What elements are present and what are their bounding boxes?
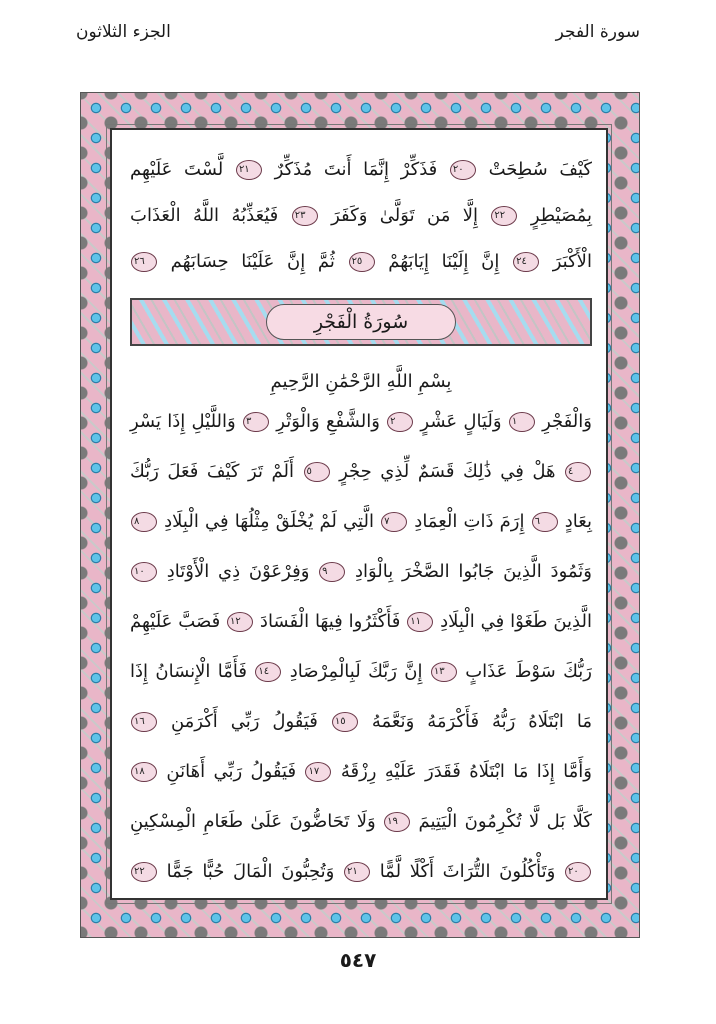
verse-number-marker: ١٤ — [255, 662, 281, 682]
verse-text: وَتُحِبُّونَ الْمَالَ حُبًّا جَمًّا — [166, 861, 335, 882]
verse-number-marker: ٢٠ — [450, 160, 476, 180]
verse-number-marker: ١١ — [407, 612, 433, 632]
verse-text: وَأَمَّا إِذَا مَا ابْتَلَاهُ فَقَدَرَ عَلَيْهِ رِزْقَهُ — [340, 761, 592, 782]
text-line — [130, 242, 592, 273]
verse-text: إِنَّ رَبَّكَ لَبِالْمِرْصَادِ — [289, 661, 423, 682]
verse-text: وَفِرْعَوْنَ ذِي الْأَوْتَادِ — [166, 561, 310, 582]
verse-text: إِلَّا مَن تَوَلَّىٰ وَكَفَرَ — [331, 205, 479, 226]
verse-text: وَلَا تَحَاضُّونَ عَلَىٰ طَعَامِ الْمِسْكِينِ — [130, 811, 376, 832]
verse-text: أَلَمْ تَرَ كَيْفَ فَعَلَ رَبُّكَ — [130, 461, 294, 482]
verse-number-marker: ١٦ — [131, 712, 157, 732]
verse-text: فَيُعَذِّبُهُ اللَّهُ الْعَذَابَ — [130, 205, 279, 226]
verse-number-marker: ١٠ — [131, 562, 157, 582]
text-line — [130, 402, 592, 433]
verse-number-marker: ١ — [509, 412, 535, 432]
verse-number-marker: ٢١ — [344, 862, 370, 882]
verse-number-marker: ٢٥ — [349, 252, 375, 272]
verse-number-marker: ٨ — [131, 512, 157, 532]
verse-text: فَيَقُولُ رَبِّي أَهَانَنِ — [166, 761, 297, 782]
text-line — [130, 602, 592, 633]
verse-text: فَيَقُولُ رَبِّي أَكْرَمَنِ — [170, 711, 318, 732]
verse-text: مَا ابْتَلَاهُ رَبُّهُ فَأَكْرَمَهُ وَنَعَّمَهُ — [371, 711, 592, 732]
verse-text: الْأَكْبَرَ — [552, 251, 592, 272]
verse-number-marker: ٢١ — [236, 160, 262, 180]
verse-text: رَبُّكَ سَوْطَ عَذَابٍ — [465, 661, 592, 682]
verse-text: فَذَكِّرْ إِنَّمَا أَنتَ مُذَكِّرٌ — [274, 159, 438, 180]
verse-text: وَتَأْكُلُونَ التُّرَاثَ أَكْلًا لَّمًّا — [379, 861, 556, 882]
text-line — [130, 150, 592, 181]
text-line — [130, 452, 592, 483]
surah-name-header: سورة الفجر — [555, 22, 640, 42]
verse-number-marker: ١٥ — [332, 712, 358, 732]
verse-number-marker: ٢٢ — [491, 206, 517, 226]
text-line — [130, 502, 592, 533]
verse-text: هَلْ فِي ذَٰلِكَ قَسَمٌ لِّذِي حِجْرٍ — [339, 461, 556, 482]
juz-header: الجزء الثلاثون — [76, 22, 171, 42]
verse-number-marker: ٩ — [319, 562, 345, 582]
verse-text: وَاللَّيْلِ إِذَا يَسْرِ — [130, 411, 236, 432]
verse-text: فَأَكْثَرُوا فِيهَا الْفَسَادَ — [259, 611, 401, 632]
verse-number-marker: ٢٤ — [513, 252, 539, 272]
verse-text: لَّسْتَ عَلَيْهِم — [130, 159, 224, 180]
verse-number-marker: ١٧ — [305, 762, 331, 782]
verse-number-marker: ٤ — [565, 462, 591, 482]
verse-text: وَالشَّفْعِ وَالْوَتْرِ — [276, 411, 380, 432]
verse-text: وَالْفَجْرِ — [542, 411, 592, 432]
basmala: بِسْمِ اللَّهِ الرَّحْمَٰنِ الرَّحِيمِ — [270, 371, 452, 392]
verse-text: كَلَّا بَل لَّا تُكْرِمُونَ الْيَتِيمَ — [418, 811, 592, 832]
text-line — [130, 702, 592, 733]
verse-number-marker: ٧ — [381, 512, 407, 532]
verse-text: كَيْفَ سُطِحَتْ — [488, 159, 592, 180]
surah-title: سُورَةُ الْفَجْرِ — [266, 304, 456, 340]
verse-text: إِنَّ إِلَيْنَا إِيَابَهُمْ — [388, 251, 500, 272]
page-number: ٥٤٧ — [339, 948, 377, 972]
verse-number-marker: ٢ — [387, 412, 413, 432]
verse-text: فَأَمَّا الْإِنسَانُ إِذَا — [130, 661, 247, 682]
text-line — [130, 652, 592, 683]
verse-text: فَصَبَّ عَلَيْهِمْ — [130, 611, 221, 632]
verse-text: بِمُصَيْطِرٍ — [530, 205, 592, 226]
verse-number-marker: ٦ — [532, 512, 558, 532]
verse-text: وَثَمُودَ الَّذِينَ جَابُوا الصَّخْرَ بِالْوَادِ — [354, 561, 592, 582]
verse-text: الَّتِي لَمْ يُخْلَقْ مِثْلُهَا فِي الْبِلَادِ — [164, 511, 374, 532]
verse-number-marker: ٢٣ — [292, 206, 318, 226]
verse-number-marker: ٢٢ — [131, 862, 157, 882]
verse-text: ثُمَّ إِنَّ عَلَيْنَا حِسَابَهُم — [170, 251, 335, 272]
verse-text: الَّذِينَ طَغَوْا فِي الْبِلَادِ — [440, 611, 592, 632]
verse-number-marker: ١٨ — [131, 762, 157, 782]
text-line — [130, 196, 592, 227]
text-line — [130, 552, 592, 583]
text-line — [130, 852, 592, 883]
verse-number-marker: ٢٠ — [565, 862, 591, 882]
text-line — [130, 802, 592, 833]
verse-number-marker: ١٢ — [227, 612, 253, 632]
surah-title-banner — [130, 298, 592, 346]
verse-text: إِرَمَ ذَاتِ الْعِمَادِ — [414, 511, 525, 532]
verse-number-marker: ١٣ — [431, 662, 457, 682]
text-line — [130, 752, 592, 783]
verse-number-marker: ٣ — [243, 412, 269, 432]
verse-number-marker: ٢٦ — [131, 252, 157, 272]
verse-number-marker: ٥ — [304, 462, 330, 482]
verse-number-marker: ١٩ — [384, 812, 410, 832]
verse-text: بِعَادٍ — [564, 511, 592, 532]
verse-text: وَلَيَالٍ عَشْرٍ — [420, 411, 502, 432]
